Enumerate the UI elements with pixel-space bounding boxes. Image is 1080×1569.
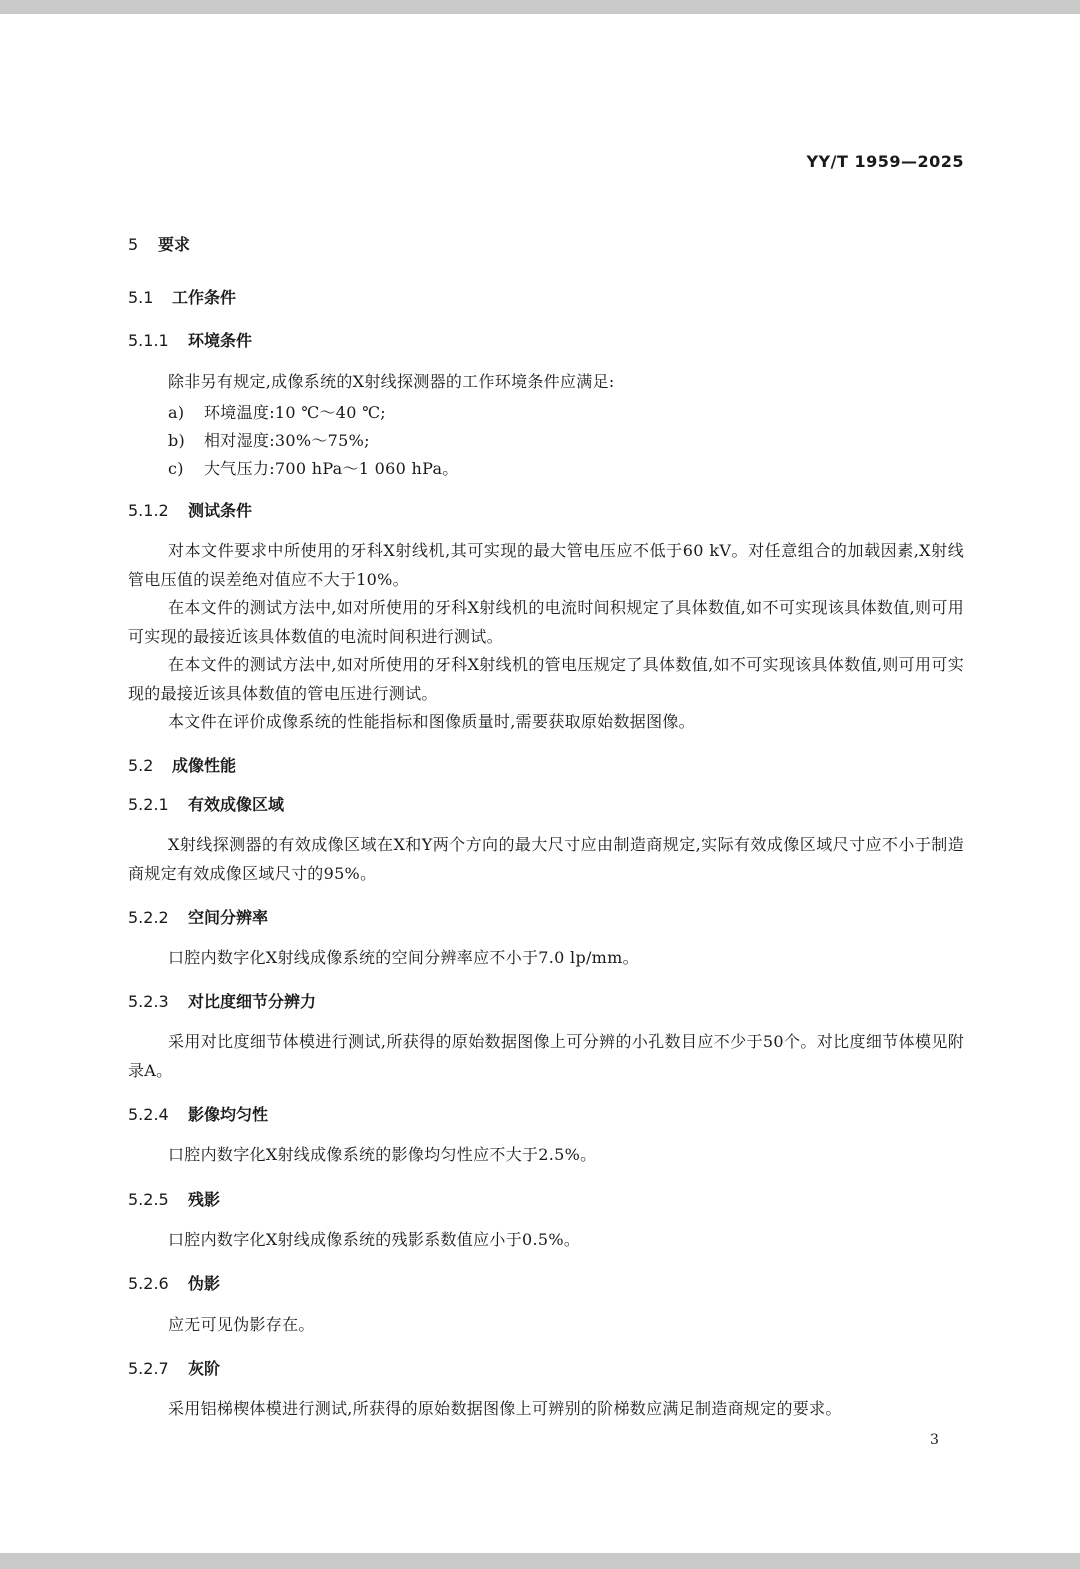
heading-title: 工作条件 <box>172 288 237 307</box>
heading-title: 空间分辨率 <box>188 908 269 927</box>
list-item-temperature <box>168 400 386 423</box>
heading-title: 对比度细节分辨力 <box>188 992 317 1011</box>
heading-number: 5 <box>128 235 139 254</box>
list-item-humidity <box>168 428 370 451</box>
heading-number: 5.1.2 <box>128 501 169 520</box>
heading-title: 要求 <box>158 235 191 254</box>
paragraph-test-conditions-3: 在本文件的测试方法中,如对所使用的牙科X射线机的管电压规定了具体数值,如不可实现该具体数值,则可用可实现的最接近该具体数值的管电压进行测试。 <box>128 655 964 703</box>
heading-number: 5.2.2 <box>128 908 169 927</box>
list-text: 环境温度:10 ℃～40 ℃; <box>204 403 386 422</box>
heading-number: 5.1 <box>128 288 154 307</box>
paragraph-test-conditions-4: 本文件在评价成像系统的性能指标和图像质量时,需要获取原始数据图像。 <box>168 712 695 731</box>
page-bottom-edge <box>0 1553 1080 1569</box>
heading-number: 5.1.1 <box>128 331 169 350</box>
heading-number: 5.2.3 <box>128 992 169 1011</box>
heading-title: 测试条件 <box>188 501 253 520</box>
paragraph-grayscale: 采用铝梯楔体模进行测试,所获得的原始数据图像上可辨别的阶梯数应满足制造商规定的要求。 <box>168 1399 842 1418</box>
paragraph-effective-imaging-area: X射线探测器的有效成像区域在X和Y两个方向的最大尺寸应由制造商规定,实际有效成像区域尺寸应不小于制造商规定有效成像区域尺寸的95%。 <box>128 835 964 883</box>
paragraph-contrast-detail: 采用对比度细节体模进行测试,所获得的原始数据图像上可分辨的小孔数目应不少于50个。对比度细节体模见附录A。 <box>128 1032 964 1080</box>
heading-section-5-2-5 <box>128 1187 220 1210</box>
heading-section-5-2-1 <box>128 792 284 815</box>
heading-section-5 <box>128 232 190 255</box>
heading-section-5-2-6 <box>128 1271 220 1294</box>
list-marker: b) <box>168 431 186 450</box>
heading-title: 灰阶 <box>188 1359 221 1378</box>
document-code: YY/T 1959—2025 <box>806 152 964 171</box>
heading-title: 残影 <box>188 1190 221 1209</box>
heading-section-5-2-3 <box>128 989 316 1012</box>
heading-number: 5.2.6 <box>128 1274 169 1293</box>
heading-section-5-2-7 <box>128 1356 220 1379</box>
paragraph-image-uniformity: 口腔内数字化X射线成像系统的影像均匀性应不大于2.5%。 <box>168 1145 597 1164</box>
heading-title: 有效成像区域 <box>188 795 285 814</box>
heading-section-5-1 <box>128 285 236 308</box>
paragraph-residual-image: 口腔内数字化X射线成像系统的残影系数值应小于0.5%。 <box>168 1230 581 1249</box>
list-marker: a) <box>168 403 185 422</box>
paragraph-spatial-resolution: 口腔内数字化X射线成像系统的空间分辨率应不小于7.0 lp/mm。 <box>168 948 639 967</box>
heading-title: 成像性能 <box>172 756 237 775</box>
heading-number: 5.2.5 <box>128 1190 169 1209</box>
page-top-edge <box>0 0 1080 14</box>
page-number: 3 <box>930 1432 939 1448</box>
list-text: 相对湿度:30%～75%; <box>204 431 370 450</box>
heading-title: 伪影 <box>188 1274 221 1293</box>
heading-section-5-2-4 <box>128 1102 268 1125</box>
heading-title: 影像均匀性 <box>188 1105 269 1124</box>
list-item-pressure <box>168 456 459 479</box>
heading-section-5-2-2 <box>128 905 268 928</box>
heading-number: 5.2.1 <box>128 795 169 814</box>
heading-number: 5.2.7 <box>128 1359 169 1378</box>
paragraph-test-conditions-2: 在本文件的测试方法中,如对所使用的牙科X射线机的电流时间积规定了具体数值,如不可实现该具体数值,则可用可实现的最接近该具体数值的电流时间积进行测试。 <box>128 598 964 646</box>
heading-title: 环境条件 <box>188 331 253 350</box>
paragraph-test-conditions-1: 对本文件要求中所使用的牙科X射线机,其可实现的最大管电压应不低于60 kV。对任意组合的加载因素,X射线管电压值的误差绝对值应不大于10%。 <box>128 541 964 589</box>
list-text: 大气压力:700 hPa～1 060 hPa。 <box>204 459 459 478</box>
heading-number: 5.2.4 <box>128 1105 169 1124</box>
heading-section-5-1-2 <box>128 498 252 521</box>
paragraph-environment-intro: 除非另有规定,成像系统的X射线探测器的工作环境条件应满足: <box>168 372 615 391</box>
paragraph-artifacts: 应无可见伪影存在。 <box>168 1315 315 1334</box>
heading-section-5-2 <box>128 753 236 776</box>
list-marker: c) <box>168 459 184 478</box>
heading-number: 5.2 <box>128 756 154 775</box>
heading-section-5-1-1 <box>128 328 252 351</box>
